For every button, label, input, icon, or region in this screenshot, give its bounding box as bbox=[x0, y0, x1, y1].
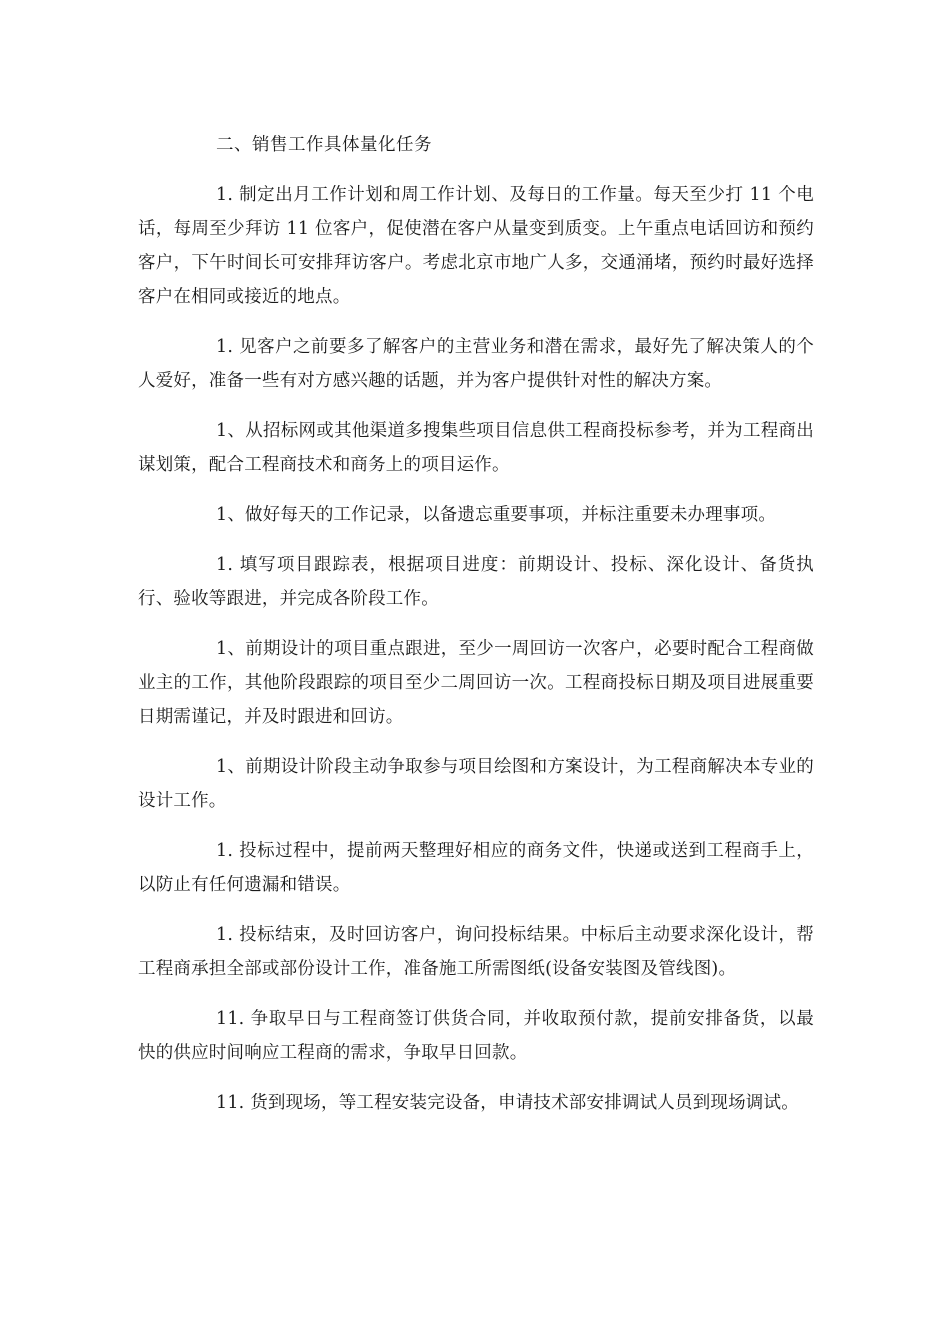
section-heading: 二、销售工作具体量化任务 bbox=[216, 135, 432, 155]
paragraph-post-bid: 1. 投标结束，及时回访客户，询问投标结果。中标后主动要求深化设计，帮工程商承担全部或部份设计工作，准备施工所需图纸(设备安装图及管线图)。 bbox=[138, 925, 814, 979]
paragraph-work-log: 1、做好每天的工作记录，以备遗忘重要事项，并标注重要未办理事项。 bbox=[216, 505, 777, 525]
paragraph-bidding: 1. 投标过程中，提前两天整理好相应的商务文件，快递或送到工程商手上，以防止有任何遗漏和错误。 bbox=[138, 841, 814, 895]
paragraph-contract: 11. 争取早日与工程商签订供货合同，并收取预付款，提前安排备货，以最快的供应时间响应工程商的需求，争取早日回款。 bbox=[138, 1009, 814, 1063]
paragraph-delivery: 11. 货到现场，等工程安装完设备，申请技术部安排调试人员到现场调试。 bbox=[216, 1093, 799, 1113]
document-page bbox=[138, 128, 814, 1136]
paragraph-tracking-sheet: 1. 填写项目跟踪表，根据项目进度：前期设计、投标、深化设计、备货执行、验收等跟进，并完成各阶段工作。 bbox=[138, 555, 814, 609]
paragraph-client-research: 1. 见客户之前要多了解客户的主营业务和潜在需求，最好先了解决策人的个人爱好，准备一些有对方感兴趣的话题，并为客户提供针对性的解决方案。 bbox=[138, 337, 814, 391]
paragraph-tender-info: 1、从招标网或其他渠道多搜集些项目信息供工程商投标参考，并为工程商出谋划策，配合工程商技术和商务上的项目运作。 bbox=[138, 421, 814, 475]
paragraph-plan: 1. 制定出月工作计划和周工作计划、及每日的工作量。每天至少打 11 个电话，每周至少拜访 11 位客户，促使潜在客户从量变到质变。上午重点电话回访和预约客户，下午时间长可安排拜访客户。考虑北京市地广人多，交通涌堵，预约时最好选择客户在相同或接近的地点。 bbox=[138, 185, 814, 307]
paragraph-follow-up: 1、前期设计的项目重点跟进，至少一周回访一次客户，必要时配合工程商做业主的工作，其他阶段跟踪的项目至少二周回访一次。工程商投标日期及项目进展重要日期需谨记，并及时跟进和回访。 bbox=[138, 639, 814, 727]
paragraph-design-stage: 1、前期设计阶段主动争取参与项目绘图和方案设计，为工程商解决本专业的设计工作。 bbox=[138, 757, 814, 811]
